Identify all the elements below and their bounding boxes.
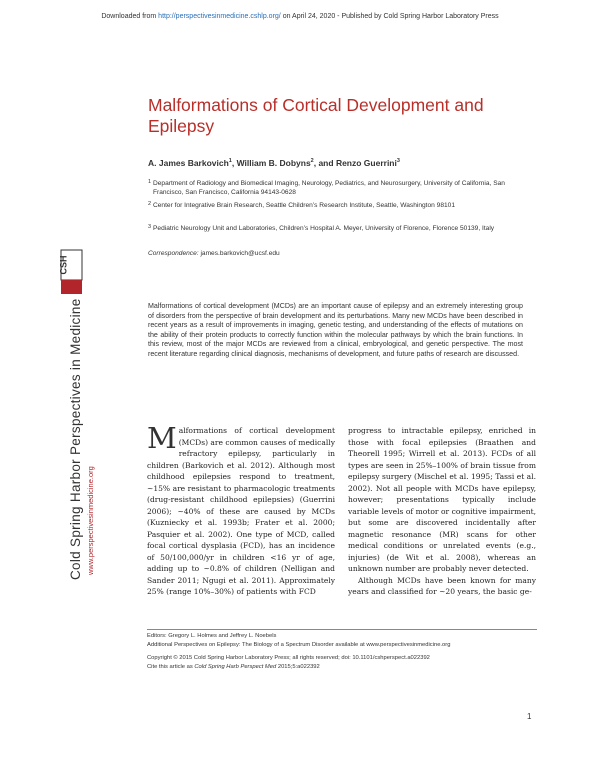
body-column-right: [348, 425, 536, 598]
footnote-citation: Cite this article as Cold Spring Harb Perspect Med 2015;5:a022392: [147, 663, 320, 670]
page-number: 1: [527, 712, 532, 721]
banner-prefix: Downloaded from: [101, 13, 157, 20]
footnote-copyright: Copyright © 2015 Cold Spring Harbor Laboratory Press; all rights reserved; doi: 10.1101/cshperspect.a022392: [147, 655, 430, 661]
sidebar-journal-name: Cold Spring Harbor Perspectives in Medicine: [68, 298, 83, 580]
body-text: alformations of cortical development (MCDs) are common causes of medically refractory epilepsy, particularly in children (Barkovich et al. 2012). Although most childhood epilepsies respond to treatment, ~15% are resistant to pharmacologic treatments (drug-resistant childhood epilepsies) (Guerrini 2006); ~40% of these are caused by MCDs (Kuzniecky et al. 1993b; Frater et al. 2000; Pasquier et al. 2002). One type of MCD, called focal cortical dysplasia (FCD), has an incidence of 50/100,000/yr in children <16 yr of age, adding up to ~0.8% of children (Nelligan and Sander 2011; Ngugi et al. 2011). Approximately 25% (range 10%–30%) of patients with FCD: [147, 426, 335, 596]
article-title: Malformations of Cortical Development and Epilepsy: [148, 95, 484, 136]
footnote-editors: Editors: Gregory L. Holmes and Jeffrey L. Noebels: [147, 633, 277, 639]
cshl-logo-icon: [58, 250, 82, 294]
affiliation: 3 Pediatric Neurology Unit and Laboratories, Children’s Hospital A. Meyer, University of Florence, Florence 50139, Italy: [148, 224, 495, 232]
correspondence-email[interactable]: james.barkovich@ucsf.edu: [200, 250, 280, 257]
banner-link[interactable]: http://perspectivesinmedicine.cshlp.org/: [158, 13, 281, 20]
affiliation: 2 Center for Integrative Brain Research, Seattle Children’s Research Institute, Seattle, Washington 98101: [148, 201, 456, 209]
sidebar-url[interactable]: www.perspectivesinmedicine.org: [86, 466, 95, 575]
body-text: progress to intractable epilepsy, enriched in those with focal epilepsies (Braathen and Theorell 1995; Wirrell et al. 2013). FCDs of all types are seen in 25%–100% of brain tissue from epilepsy surgery (Mischel et al. 1995; Tassi et al. 2002). Not all people with MCDs have epilepsy, however; presentations typically include variable levels of motor or cognitive impairment, but some are discovered incidentally after magnetic resonance (MR) scans for other medical conditions or unrelated events (e.g., injuries) (de Wit et al. 2008), whereas an unknown number are probably never detected.: [348, 426, 536, 573]
body-column-left: [147, 421, 335, 598]
affiliation: 1 Department of Radiology and Biomedical Imaging, Neurology, Pediatrics, and Neurosurgery, University of California, San Francisco, San Francisco, California 94143-0628: [148, 179, 505, 196]
author-list: A. James Barkovich$^1$, William B. Dobyns$^2$, and Renzo Guerrini$^3$: [148, 158, 400, 168]
download-banner: [0, 13, 600, 20]
footnote-additional: Additional Perspectives on Epilepsy: The Biology of a Spectrum Disorder available at www.perspectivesinmedicine.org: [147, 641, 451, 648]
drop-cap: M: [147, 421, 177, 455]
footnote-divider: [147, 629, 537, 630]
correspondence: Correspondence: james.barkovich@ucsf.edu: [148, 250, 280, 257]
banner-suffix: on April 24, 2020 - Published by Cold Spring Harbor Laboratory Press: [282, 13, 499, 20]
abstract: Malformations of cortical development (MCDs) are an important cause of epilepsy and an extremely interesting group of disorders from the perspective of brain development and its perturbations. Many new MCDs have been described in recent years as a result of improvements in imaging, genetic testing, and understanding of the effects of mutations on the ability of their protein products to correctly function within the molecular pathways by which the brain functions. In this review, most of the major MCDs are reviewed from a clinical, embryological, and genetic perspective. The most recent literature regarding clinical diagnosis, mechanisms of development, and future paths of research are discussed.: [148, 302, 523, 358]
author-name: William B. Dobyns: [236, 158, 311, 168]
author-name: Renzo Guerrini: [335, 158, 397, 168]
footnotes: [147, 632, 537, 671]
author-name: A. James Barkovich: [148, 158, 229, 168]
logo-text: CSH: [58, 255, 69, 275]
body-text: Although MCDs have been known for many years and classified for ~20 years, the basic ge-: [348, 575, 536, 596]
